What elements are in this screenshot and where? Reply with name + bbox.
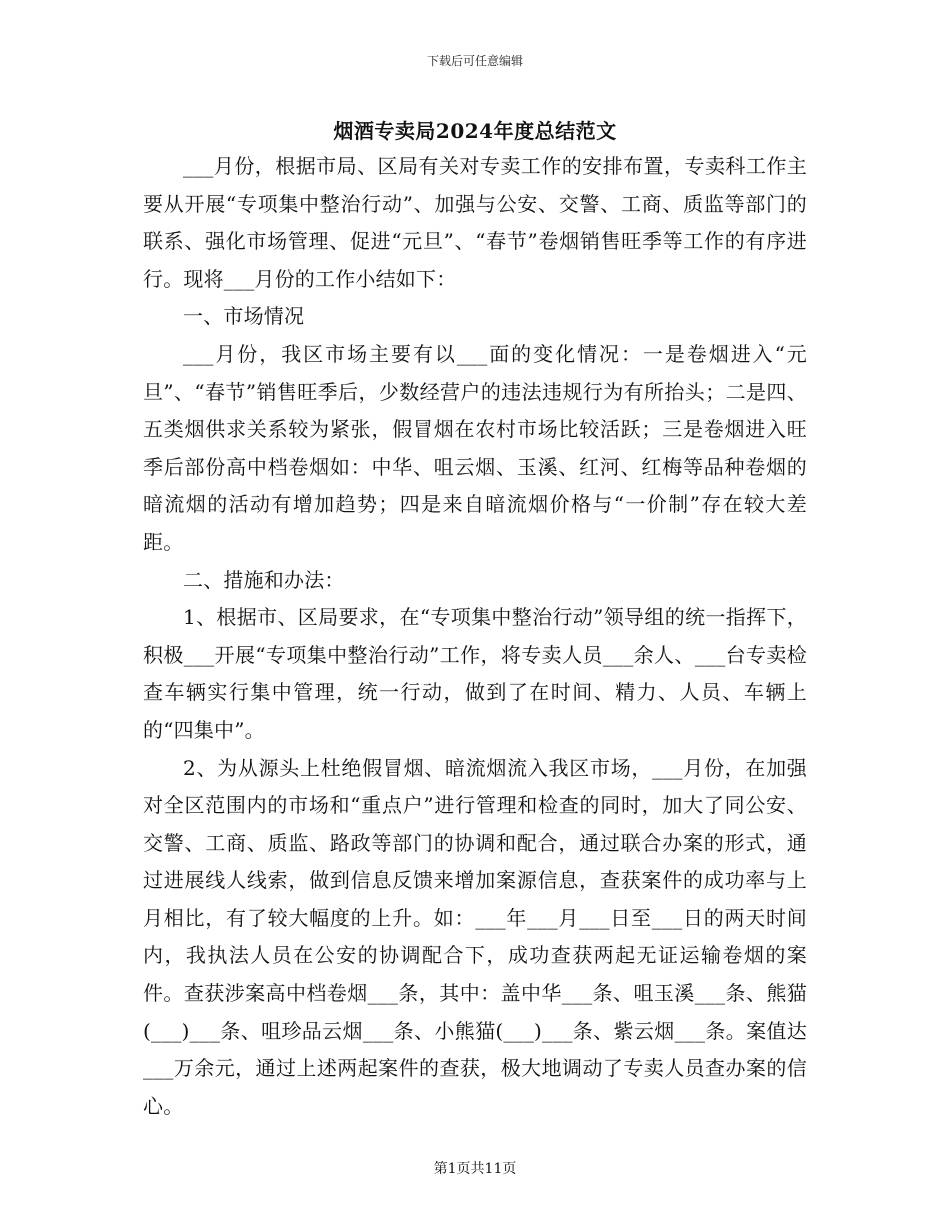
section-heading-market: 一、市场情况: [183, 304, 305, 329]
paragraph-measure-2: 2、为从源头上杜绝假冒烟、暗流烟流入我区市场，___月份，在加强对全区范围内的市场和“重点户”进行管理和检查的同时，加大了同公安、交警、工商、质监、路政等部门的协调和配合，通过联合办案的形式，通过进展线人线索，做到信息反馈来增加案源信息，查获案件的成功率与上月相比，有了较大幅度的上升。如：___年___月___日至___日的两天时间内，我执法人员在公安的协调配合下，成功查获两起无证运输卷烟的案件。查获涉案高中档卷烟___条，其中：盖中华___条、咀玉溪___条、熊猫(___)___条、咀珍品云烟___条、小熊猫(___)___条、紫云烟___条。案值达___万余元，通过上述两起案件的查获，极大地调动了专卖人员查办案的信心。: [143, 755, 807, 1118]
document-body: [143, 148, 807, 1125]
paragraph-intro: ___月份，根据市局、区局有关对专卖工作的安排布置，专卖科工作主要从开展“专项集中整治行动”、加强与公安、交警、工商、质监等部门的联系、强化市场管理、促进“元旦”、“春节”卷烟销售旺季等工作的有序进行。现将___月份的工作小结如下：: [143, 154, 807, 291]
paragraph-measure-1: 1、根据市、区局要求，在“专项集中整治行动”领导组的统一指挥下，积极___开展“专项集中整治行动”工作，将专卖人员___余人、___台专卖检查车辆实行集中管理，统一行动，做到了在时间、精力、人员、车辆上的“四集中”。: [143, 605, 807, 742]
section-heading-measures: 二、措施和办法：: [183, 567, 345, 592]
page-number: 第1页共11页: [433, 1161, 517, 1177]
paragraph-market: ___月份，我区市场主要有以___面的变化情况：一是卷烟进入“元旦”、“春节”销售旺季后，少数经营户的违法违规行为有所抬头；二是四、五类烟供求关系较为紧张，假冒烟在农村市场比较活跃；三是卷烟进入旺季后部份高中档卷烟如：中华、咀云烟、玉溪、红河、红梅等品种卷烟的暗流烟的活动有增加趋势；四是来自暗流烟价格与“一价制”存在较大差距。: [143, 341, 807, 554]
document-title: 烟酒专卖局2024年度总结范文: [333, 119, 617, 143]
page-header: 下载后可任意编辑: [426, 54, 523, 68]
